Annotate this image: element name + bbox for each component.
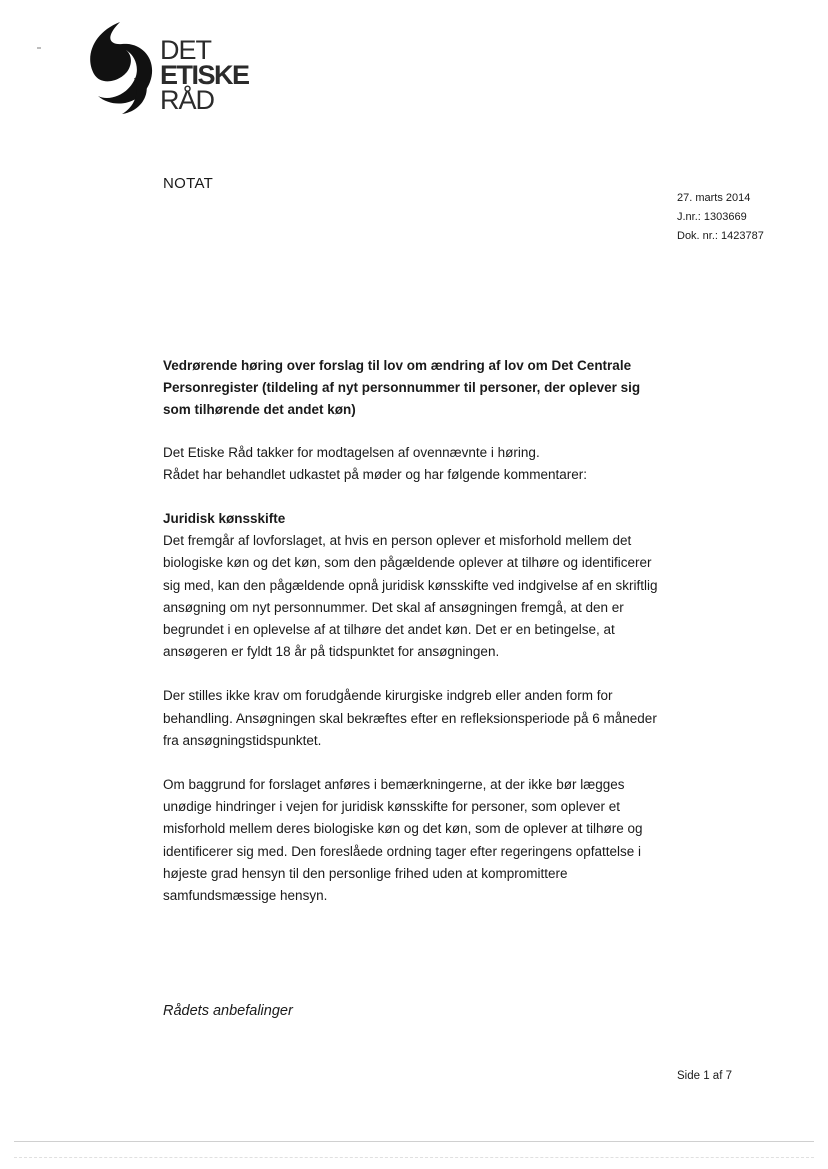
logo-wordmark [160, 35, 249, 115]
logo-line-2: ETISKE [160, 60, 249, 90]
paragraph-1: Det fremgår af lovforslaget, at hvis en person oplever et misforhold mellem det biologiske køn og det køn, som den pågældende oplever at tilhøre og identificerer sig med, kan den pågældende opnå juridisk kønsskifte ved indgivelse af en skriftlig ansøgning om nyt personnummer. Det skal af ansøgningen fremgå, at den er begrundet i en oplevelse af at tilhøre det andet køn. Det er en betingelse, at ansøgeren er fyldt 18 år på tidspunktet for ansøgningen. [163, 533, 658, 660]
logo [80, 18, 260, 118]
swirl-logo-icon [80, 18, 158, 118]
logo-line-3: RÅD [160, 85, 215, 115]
logo-line-1: DET [160, 35, 211, 65]
intro-line-2: Rådet har behandlet udkastet på møder og har følgende kommentarer: [163, 466, 587, 482]
footer-rule [14, 1141, 814, 1142]
paragraph-2: Der stilles ikke krav om forudgående kirurgiske indgreb eller anden form for behandling. Ansøgningen skal bekræftes efter en refleksionsperiode på 6 måneder fra ansøgningstidspunktet. [163, 688, 657, 748]
document-body [163, 355, 663, 907]
intro-line-1: Det Etiske Råd takker for modtagelsen af ovennævnte i høring. [163, 444, 540, 460]
document-type: NOTAT [163, 175, 214, 192]
subject-heading: Vedrørende høring over forslag til lov om ændring af lov om Det Centrale Personregister (tildeling af nyt personnummer til personer, der oplever sig som tilhørende det andet køn) [163, 358, 641, 418]
document-meta [677, 189, 764, 246]
page-number: Side 1 af 7 [677, 1070, 732, 1082]
journal-number: J.nr.: 1303669 [677, 211, 747, 223]
scan-speck [37, 47, 41, 49]
footer-rule-secondary [14, 1157, 814, 1158]
recommendations-heading: Rådets anbefalinger [163, 1003, 293, 1019]
paragraph-3: Om baggrund for forslaget anføres i bemærkningerne, at der ikke bør lægges unødige hindringer i vejen for juridisk kønsskifte for personer, som oplever et misforhold mellem deres biologiske køn og det køn, som de oplever at tilhøre og identificerer sig med. Den foreslåede ordning tager efter regeringens opfattelse i højeste grad hensyn til den personlige frihed uden at kompromittere samfundsmæssige hensyn. [163, 777, 643, 904]
document-number: Dok. nr.: 1423787 [677, 230, 764, 242]
section-title: Juridisk kønsskifte [163, 511, 286, 527]
date: 27. marts 2014 [677, 192, 751, 204]
